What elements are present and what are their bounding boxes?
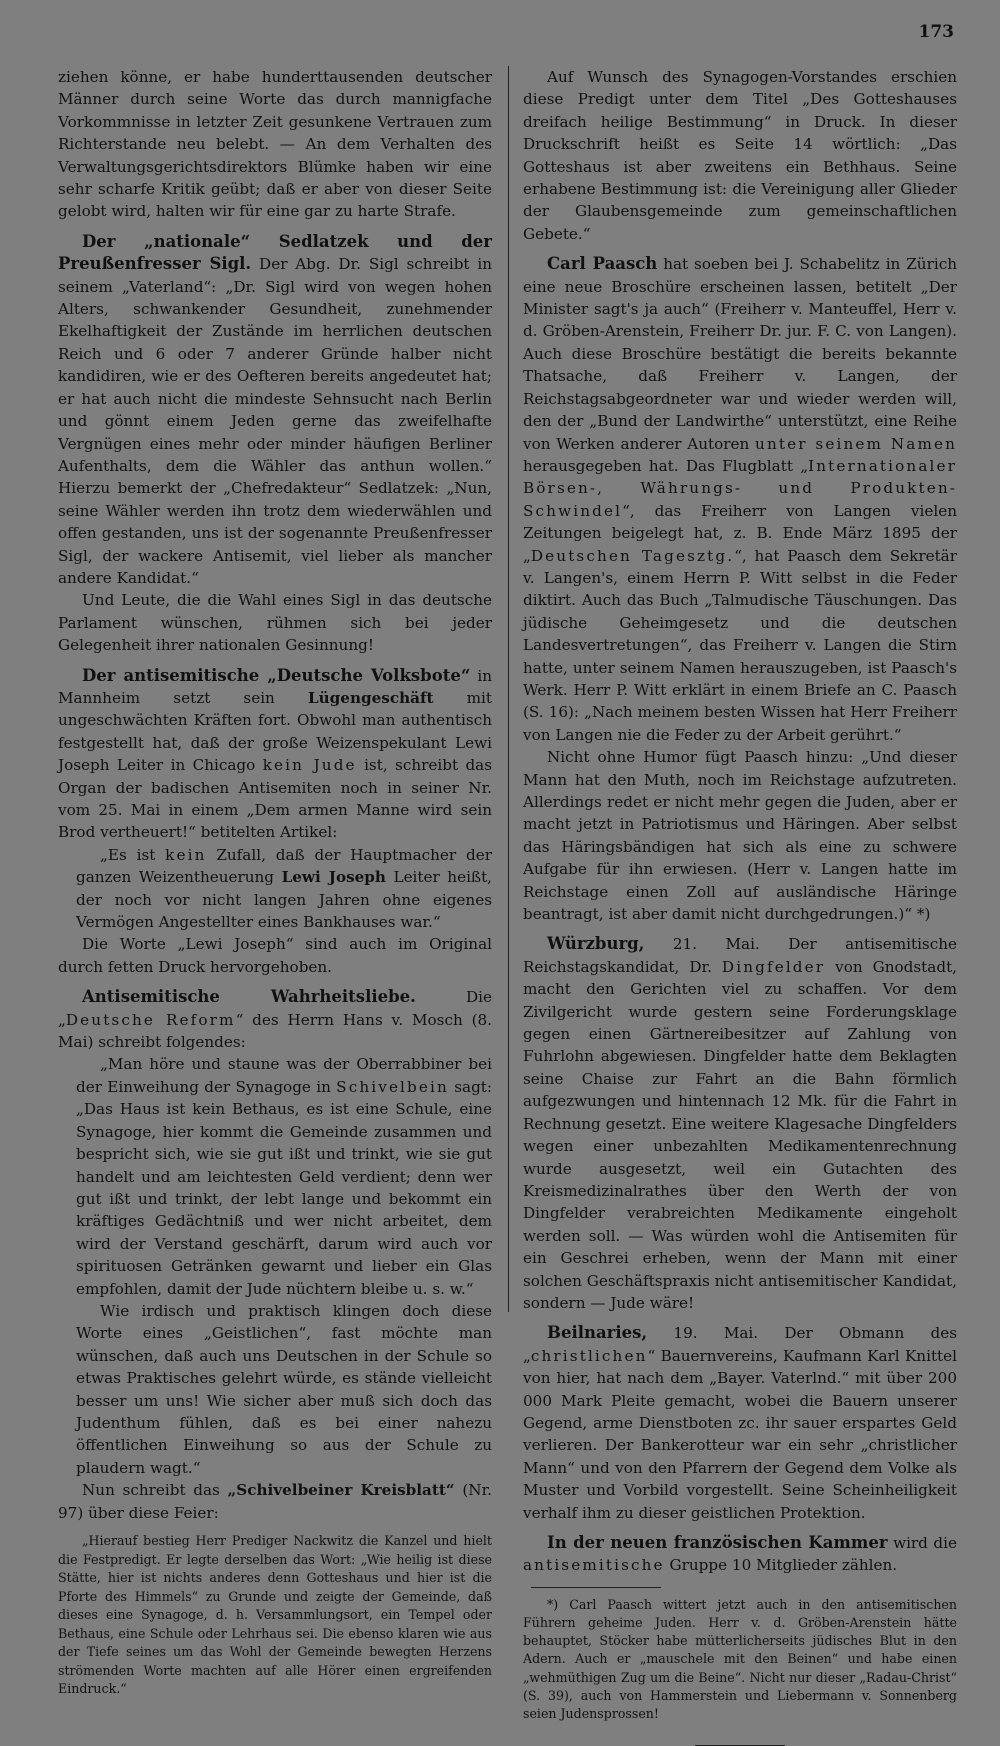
article-text: 19. Mai. Der Obmann des „ (523, 1324, 957, 1365)
page-number: 173 (918, 22, 954, 42)
spaced-phrase: Dingfelder (721, 957, 826, 976)
spaced-phrase: kein (165, 845, 207, 864)
article-text: 21. Mai. Der antisemitische Reichstagskandidat, Dr. (523, 935, 957, 976)
headline-paasch: Carl Paasch (547, 254, 658, 274)
paragraph: Nicht ohne Humor fügt Paasch hinzu: „Und dieser Mann hat den Muth, noch im Reichstage aufzutreten. Allerdings redet er nicht mehr gegen die Juden, aber er macht jetzt in Patriotismus und Häringen. Aber selbst das Häringsbändigen hat sich als eine zu schwere Aufgabe für ihn erwiesen. (Herr v. Langen hatte im Reichstage einen Zoll auf ausländische Häringe beantragt, ist aber damit nicht durchgedrungen.)“ *) (523, 748, 957, 924)
bold-phrase: Lügengeschäft (307, 688, 434, 707)
paragraph: Und Leute, die die Wahl eines Sigl in das deutsche Parlament wünschen, rühmen sich bei jeder Gelegenheit ihrer nationalen Gesinnung! (58, 591, 492, 655)
article-text: hat soeben bei J. Schabelitz in Zürich eine neue Broschüre erscheinen lassen, betitelt „Der Minister sagt's ja auch“ (Freiherr v. Manteuffel, Herr v. d. Gröben-Arenstein, Freiherr Dr. jur. F. C. von Langen). Auch diese Broschüre bestätigt die bereits bekannte Thatsache, daß Freiherr v. Langen, der Reichstagsabgeordneter war und wieder werden will, den der „Bund der Landwirthe“ unterstützt, eine Reihe von Werken anderer Autoren (523, 255, 957, 453)
spaced-phrase: kein Jude (262, 756, 357, 775)
quote-text: Zufall, daß der Hauptmacher der ganzen Weizentheuerung (76, 845, 492, 887)
article-text: wird die (887, 1534, 957, 1552)
small-quotation: „Hierauf bestieg Herr Prediger Nackwitz die Kanzel und hielt die Festpredigt. Er legte derselben das Wort: „Wie heilig ist diese Stätte, hier ist nichts anderes denn Gotteshaus und hier ist die Pforte des Himmels“ zu Grunde und zeigte der Gemeinde, daß dieses eine Synagoge, d. h. Versammlungsort, ein Tempel oder Bethaus, eine Schule oder Lehrhaus sei. Die ebenso klaren wie aus der Tiefe seines um das Wohl der Gemeinde bewegten Herzens strömenden Worte machten auf alle Hörer einen ergreifenden Eindruck.“ (58, 1533, 492, 1696)
spaced-phrase: antisemitische (523, 1556, 665, 1575)
article-beilnaries (523, 1322, 957, 1524)
article-text: “, das Freiherr von Langen vielen Zeitungen beigelegt hat, z. B. Ende März 1895 der „ (523, 501, 957, 565)
quote-text: „Man höre und staune was der Oberrabbiner bei der Einweihung der Synagoge in (76, 1055, 492, 1096)
article-text: Nun schreibt das (82, 1481, 228, 1500)
headline-wuerzburg: Würzburg, (547, 934, 645, 954)
article-text: “ Bauernvereins, Kaufmann Karl Knittel von hier, hat nach dem „Bayer. Vaterlnd.“ mit über 200 000 Mark Pleite gemacht, wobei die Bauern unserer Gegend, arme Dienstboten zc. ihr sauer erspartes Geld verlieren. Der Bankerotteur war ein sehr „christlicher Mann“ und von den Pfarrern der Gegend dem Volke als Muster und Vorbild vorgestellt. Seine Scheinheiligkeit verhalf ihm zu dieser geistlichen Protektion. (523, 1346, 957, 1522)
column-divider (508, 66, 509, 1312)
spaced-phrase: christlichen (530, 1346, 648, 1365)
article-text: herausgegeben hat. Das Flugblatt „ (523, 456, 809, 475)
article-text: “, hat Paasch dem Sekretär v. Langen's, einem Herrn P. Witt selbst in die Feder diktirt. Auch das Buch „Talmudische Täuschungen. Das jüdische Geheimgesetz und die deutschen Landesvertretungen“, das Freiherr v. Langen die Stirn hatte, unter seinem Namen herauszugeben, ist Paasch's Werk. Herr P. Witt erklärt in einem Briefe an C. Paasch (S. 16): „Nach meinem besten Wissen hat Herr Freiherr von Langen nie die Feder zu der Arbeit gerührt.“ (523, 546, 957, 744)
headline-sigl: Der „nationale“ Sedlatzek und der Preußenfresser Sigl. (58, 231, 492, 274)
headline-wahrheitsliebe: Antisemitische Wahrheitsliebe. (82, 987, 416, 1007)
article-volksbote (58, 665, 492, 844)
spaced-phrase: Deutschen Tagesztg. (530, 546, 735, 565)
article-text: ist, schreibt das Organ der badischen Antisemiten noch in seiner Nr. vom 25. Mai in einem „Dem armen Manne wird sein Brod vertheuert!“ betitelten Artikel: (58, 756, 493, 842)
article-wuerzburg (523, 933, 957, 1314)
article-paasch (523, 253, 957, 746)
quotation (76, 1053, 492, 1299)
paragraph (58, 1479, 492, 1524)
quotation (76, 844, 492, 934)
quote-text: Leiter heißt, der noch vor nicht langen Jahren ohne eigenes Vermögen Angestellter eines Bankhauses war.“ (76, 868, 492, 932)
paragraph: Auf Wunsch des Synagogen-Vorstandes erschien diese Predigt unter dem Titel „Des Gotteshauses dreifach heilige Bestimmung“ in Druck. In dieser Druckschrift heißt es Seite 14 wörtlich: „Das Gotteshaus ist aber zweitens ein Bethhaus. Seine erhabene Bestimmung ist: die Vereinigung aller Glieder der Glaubensgemeinde zum gemeinschaftlichen Gebete.“ (523, 68, 957, 243)
spaced-phrase: unter seinem Namen (755, 434, 957, 453)
article-text: Die „ (58, 988, 492, 1029)
article-text: mit ungeschwächten Kräften fort. Obwohl man authentisch festgestellt hat, daß der große Weizenspekulant Lewi Joseph Leiter in Chicago (58, 688, 492, 775)
article-text: in Mannheim setzt sein (58, 666, 492, 707)
article-sigl (58, 231, 492, 590)
footnote: *) Carl Paasch wittert jetzt auch in den antisemitischen Führern geheime Juden. Herr v. d. Gröben-Arenstein hätte behauptet, Stöcker habe mütterlicherseits jüdisches Blut in den Adern. Auch er „mauschele mit den Beinen“ und habe einen „wehmüthigen Zug um die Beine“. Nicht nur dieser „Radau-Christ“ (S. 39), auch von Hammerstein und Liebermann v. Sonnenberg seien Judensprossen! (523, 1596, 957, 1722)
article-wahrheitsliebe (58, 986, 492, 1053)
paragraph: Wie irdisch und praktisch klingen doch diese Worte eines „Geistlichen“, fast möchte man wünschen, daß auch uns Deutschen in der Schule so etwas Praktisches gelehrt würde, es stände vielleicht besser um uns! Wie sicher aber muß sich doch das Judenthum fühlen, daß es bei einer nahezu öffentlichen Einweihung so aus der Schule zu plaudern wagt.“ (76, 1301, 492, 1477)
article-text: Gruppe 10 Mitglieder zählen. (664, 1556, 898, 1575)
quote-text: „Es ist (100, 845, 166, 864)
footnote-rule (531, 1587, 661, 1588)
bold-phrase: „Schivelbeiner Kreisblatt“ (227, 1481, 455, 1500)
headline-beilnaries: Beilnaries, (547, 1323, 648, 1343)
left-column (58, 66, 492, 1699)
headline-kammer: In der neuen französischen Kammer (547, 1533, 888, 1552)
headline-volksbote: Der antisemitische „Deutsche Volksbote“ (82, 665, 471, 685)
paragraph: Die Worte „Lewi Joseph“ sind auch im Original durch fetten Druck hervorgehoben. (58, 935, 492, 976)
paragraph: ziehen könne, er habe hunderttausenden deutscher Männer durch seine Worte das durch mannigfache Vorkommnisse in letzter Zeit gesunkene Vertrauen zum Richterstande neu belebt. — An dem Verhalten des Verwaltungsgerichtsdirektors Blümke haben wir eine sehr scharfe Kritik geübt; daß er aber von dieser Seite gelobt wird, halten wir für eine gar zu harte Strafe. (58, 68, 492, 221)
article-text: von Gnodstadt, macht den Gerichten viel zu schaffen. Vor dem Zivilgericht wurde gestern seine Forderungsklage gegen einen Gärtnereibesitzer auf Zahlung von Fuhrlohn abgewiesen. Dingfelder hatte dem Beklagten seine Chaise zur Fahrt an die Bahn förmlich aufgezwungen und hintennach 12 Mk. für die Fahrt in Rechnung gesetzt. Eine weitere Klagesache Dingfelders wegen einer unbezahlten Medikamentenrechnung wurde ausgesetzt, weil ein Gutachten des Kreismedizinalrathes über den Werth der von Dingfelder verabreichten Medikamente eingeholt werden soll. — Was würden wohl die Antisemiten für ein Geschrei erheben, wenn der Mann mit einer solchen Geschäftspraxis nicht antisemitischer Kandidat, sondern — Jude wäre! (523, 957, 957, 1312)
quote-text: sagt: „Das Haus ist kein Bethaus, es ist eine Schule, eine Synagoge, hier kommt die Gemeinde zusammen und bespricht sich, wie sie gut ißt und trinkt, wie sie gut handelt und am leichtesten Geld verdient; denn wer gut ißt und trinkt, der lebt lange und bekommt ein kräftiges Gedächtniß und wer nicht arbeitet, dem wird der Verstand geschärft, darum wird auch vor spirituosen Getränken gewarnt und lieber ein Glas empfohlen, damit der Jude nüchtern bleibe u. s. w.“ (76, 1077, 493, 1298)
article-text: (Nr. 97) über diese Feier: (58, 1481, 493, 1522)
article-kammer (523, 1532, 957, 1577)
spaced-phrase: Internationaler Börsen-, Währungs- und Produkten-Schwindel (523, 456, 957, 520)
right-column (523, 66, 957, 1746)
spaced-phrase: Deutsche Reform (65, 1010, 236, 1029)
article-text: Der Abg. Dr. Sigl schreibt in seinem „Vaterland“: „Dr. Sigl wird von wegen hohen Alters, schwankender Gesundheit, zunehmender Ekelhaftigkeit der Zustände im herrlichen deutschen Reich und 6 oder 7 anderer Gründe halber nicht kandidiren, wie er des Oefteren bereits angedeutet hat; er hat auch nicht die mindeste Sehnsucht nach Berlin und gönnt einem Jeden gerne das zweifelhafte Vergnügen eines mehr oder minder häufigen Berliner Aufenthalts, dem die Wähler das anthun wollen.“ Hierzu bemerkt der „Chefredakteur“ Sedlatzek: „Nun, seine Wähler werden ihn trotz dem wiederwählen und offen gestanden, uns ist der sogenannte Preußenfresser Sigl, der wackere Antisemit, viel lieber als mancher andere Kandidat.“ (58, 255, 492, 587)
article-text: “ des Herrn Hans v. Mosch (8. Mai) schreibt folgendes: (58, 1010, 492, 1052)
bold-phrase: Lewi Joseph (281, 868, 386, 887)
spaced-phrase: Schivelbein (336, 1077, 449, 1096)
